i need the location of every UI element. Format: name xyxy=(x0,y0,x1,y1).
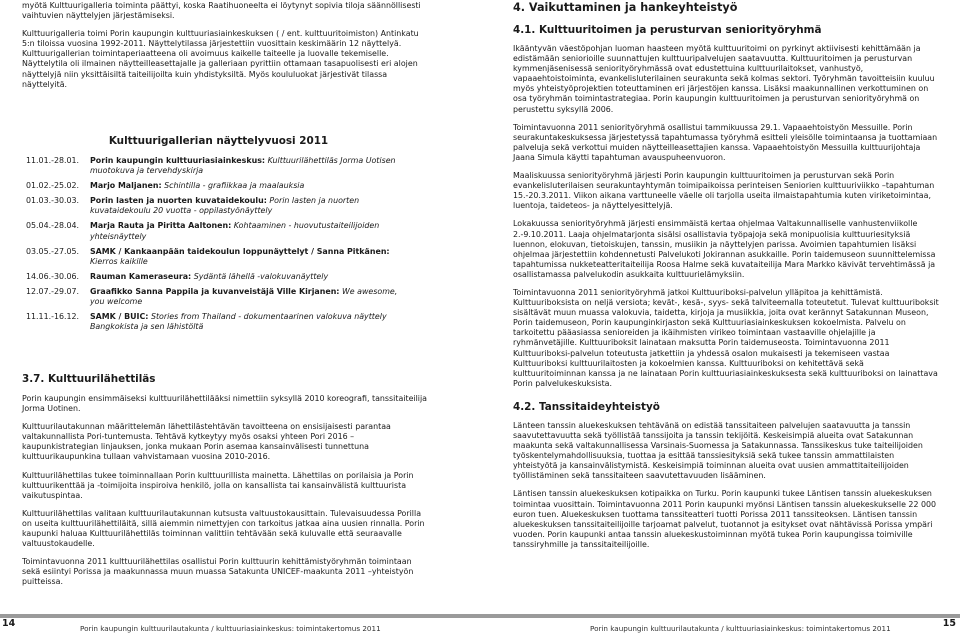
exhibition-title: We awesome, you welcome xyxy=(90,286,398,307)
footer-rule xyxy=(0,614,960,618)
exhibition-description xyxy=(90,221,411,241)
exhibition-date: 03.05.-27.05. xyxy=(26,246,80,256)
left-intro xyxy=(22,1,430,98)
exhibition-description xyxy=(90,156,411,176)
exhibition-row xyxy=(26,272,411,282)
page-number-right: 15 xyxy=(942,618,956,629)
exhibition-organizer: Rauman Kameraseura: xyxy=(90,271,192,281)
exhibition-description xyxy=(90,247,411,267)
exhibition-organizer: Porin kaupungin kulttuuriasiainkeskus: xyxy=(90,156,266,165)
section-heading: 3.7. Kulttuurilähettiläs xyxy=(22,373,156,385)
paragraph: Maaliskuussa seniorityöryhmä järjesti Porin kaupungin kulttuuritoimen ja perusturvan sekä Porin evankelisluterilaisen seurakuntayhtymän toimipaikoissa perinteisen Seniorien kulttuuriviikko –tapahtuman 15.-20.3.2011. Viikon aikana varttuneelle väelle oli tarjolla useita ilmaistapahtumia kuten viriketoimintaa, luentoja, taideteos- ja näyttelyesittelyjä. xyxy=(513,171,935,211)
exhibition-box xyxy=(26,135,411,337)
section-heading: 4.2. Tanssitaideyhteistyö xyxy=(513,400,660,413)
page-number-left: 14 xyxy=(2,618,16,629)
paragraph: Kulttuurilähettilas tukee toiminnallaan Porin kulttuurillista mainetta. Lähettilas on porilaisia ja Porin kulttuurikenttää ja -toimijoita inspiroiva henkilö, jolla on kansallista tai kansainvälistä kulttuurista vaikutuspintaa. xyxy=(22,470,414,500)
exhibition-row xyxy=(26,221,411,241)
exhibition-description xyxy=(90,272,411,282)
exhibition-title: Kierros kaikille xyxy=(90,256,148,266)
exhibition-title: Sydäntä lähellä -valokuvanäyttely xyxy=(191,271,329,281)
right-page xyxy=(513,0,939,558)
paragraph: Kulttuurigalleria toimi Porin kaupungin kulttuuriasiainkeskuksen ( / ent. kulttuuritoimiston) Antinkatu 5:n tiloissa vuosina 1992-2011. Näyttelytilassa järjestettiin vuosittain keskimäärin 12 näyttelyä. Kulttuurigallerian toimintaperiaatteena oli avoimuus kaikelle taiteelle ja luovalle tekemiselle. Näyttelytila oli ilmainen näytteilleasettajalle ja galleriaan pyrittiin ottamaan tasapuolisesti eri alojen näyttelyjä niin yksittäisiltä taiteilijoilta kuin yhdistyksiltä. Myös koululuokat järjestivät tilassa näyttelyitä. xyxy=(22,29,419,89)
exhibition-organizer: Porin lasten ja nuorten kuvataidekoulu: xyxy=(90,196,267,206)
exhibition-description xyxy=(90,196,411,216)
exhibition-title: Stories from Thailand - dokumentaarinen valokuva näyttely Bangkokista ja sen lähistöltä xyxy=(90,312,387,332)
exhibition-organizer: Marjo Maljanen: xyxy=(90,181,162,191)
exhibition-description xyxy=(90,287,411,307)
exhibition-date: 11.01.-28.01. xyxy=(26,156,80,165)
exhibition-row xyxy=(26,196,411,216)
exhibition-row xyxy=(26,181,411,191)
paragraph: Kulttuurilautakunnan määrittelemän lähettilästehtävän tavoitteena on ensisijaisesti parantaa valtakunnallista Pori-tuntemusta. Tehtävä kytkeytyy myös osaksi yhteen Pori 2016 –kaupunkistrategian linjauksen, jonka mukaan Porin asemaa kansainvälisesti tunnettuna kulttuurikaupunkina tullaan vahvistamaan vuosina 2010-2016. xyxy=(22,422,391,462)
exhibition-row xyxy=(26,247,411,267)
exhibition-date: 14.06.-30.06. xyxy=(26,271,80,281)
exhibition-title: Kohtaaminen - huovutustaiteilijoiden yhteisnäyttely xyxy=(90,221,380,241)
exhibition-description xyxy=(90,181,411,191)
paragraph: Toimintavuonna 2011 kulttuurilähettilas osallistui Porin kulttuurin kehittämistyöryhmän toimintaan sekä esiintyi Porissa ja maakunnassa muun muassa Satakunta UNICEF-maakunta 2011 –yhteistyön puitteissa. xyxy=(22,557,414,587)
exhibition-description xyxy=(90,312,411,332)
exhibition-title: Porin lasten ja nuorten kuvataidekoulu 20 vuotta - oppilastyönäyttely xyxy=(90,196,360,216)
paragraph: Lokakuussa seniorityöryhmä järjesti ensimmäistä kertaa ohjelmaa Valtakunnalliselle vanhustenviikolle 2.-9.10.2011. Laaja ohjelmatarjonta sisälsi osallistavia työpajoja sekä monipuolisia kulttuuriesityksiä luennon, elokuvan, tietoiskujen, tanssin, musiikin ja näyttelyjen parissa. Avoimien tapahtumien lisäksi ohjelmaa järjestettiin kohdennetusti Palvelukoti Jokirannan asukkaille. Porin taidemuseon suunnittelemissa tapahtumissa nukketeatteritaiteilija Roosa Halme sekä kuvataiteilija Mara Markko kävivät tervehtimässä ja osallistamassa palvelukodin asukkaita kulttuurielämyksiin. xyxy=(513,219,936,279)
exhibition-row xyxy=(26,156,411,176)
paragraph: Kulttuurilähettilas valitaan kulttuurilautakunnan kutsusta valtuustokausittain. Tulevaisuudessa Porilla on useita kulttuurilähettiläitä, sillä aiemmin nimettyjen con tarkoitus jatkaa aina uusien rinnalla. Porin kaupunki haluaa Kulttuurilähettiläs toiminnan valittiin tehtävään sekä kuluvalle että seuraavalle valtuustokaudelle. xyxy=(22,508,425,549)
footer-text-left: Porin kaupungin kulttuurilautakunta / kulttuuriasiainkeskus: toimintakertomus 2011 xyxy=(80,624,381,633)
exhibition-organizer: SAMK / Kankaanpään taidekoulun loppunäyttelyt / Sanna Pitkänen: xyxy=(90,246,390,256)
exhibition-date: 11.11.-16.12. xyxy=(26,312,80,322)
paragraph: Toimintavuonna 2011 seniorityöryhmä jatkoi Kulttuuriboksi-palvelun ylläpitoa ja kehittämistä. Kulttuuriboksista on neljä versiota; kevät-, kesä-, syys- sekä talviteemalla toteutetut. Tulevat kulttuuriboksit sisältävät muun muassa valokuvia, taidetta, kirjoja ja musiikkia, joita ovat kerännyt Satakunnan Museon, Porin taidemuseon, Porin kaupunginkirjaston sekä Kulttuuriasiainkeskuksen kokoelmista. Palvelu on tarkoitettu pääasiassa senioreiden ja ikäihmisten virikeo toimintaan vastaaville ohjelajille ja ryhmänvetäjille. Kulttuuriboksit lainataan maksutta Porin taidemuseosta. Toimintavuonna 2011 Kulttuuriboksi-palvelun toteutusta jatkettiin ja yhdessä osalon mukaisesti ja tekemiseen vastaa Kulttuuriboksi kulttuurilaitosten ja kokoelmien kanssa. Kulttuuriboksi on kehitettävä sekä kulttuuritoiminnan kanssa ja ne lainataan Porin kulttuuriasiainkeskuksesta sekä kulttuuriboksi on lainattava Porin palvelukeskuksista. xyxy=(513,287,939,388)
paragraph: Läntisen tanssin aluekeskuksen kotipaikka on Turku. Porin kaupunki tukee Läntisen tanssin aluekeskuksen toimintaa vuosittain. Toimintavuonna 2011 Porin kaupunki myönsi Läntisen tanssin aluekeskukselle 22 000 euron tuen. Aluekeskuksen tuottama tanssiteatteri tuotti Porissa 2011 tanssiteoksen. Läntisen tanssin aluekeskuksen tanssitaiteilijoille tarjoamat palvelut, tuotannot ja esitykset ovat nähtävissä Porissa ympäri vuoden. Porin kaupunki antaa tanssin aluekeskustoiminnan myötä tukea Porin kaupungissa toimiville tanssiryhmille ja tanssitaiteilijoille. xyxy=(513,489,937,549)
exhibition-title: Kulttuurilähettiläs Jorma Uotisen muotokuva ja tervehdyskirja xyxy=(90,156,396,176)
chapter-heading: 4. Vaikuttaminen ja hankeyhteistyö xyxy=(513,1,738,14)
section-heading: 4.1. Kulttuuritoimen ja perusturvan seniorityöryhmä xyxy=(513,24,822,36)
exhibition-title: Schintilla - grafiikkaa ja maalauksia xyxy=(161,181,305,191)
paragraph: Ikääntyvän väestöpohjan luoman haasteen myötä kulttuuritoimi on pyrkinyt aktiivisesti kehittämään ja edistämään seniorioille suunnattujen kulttuuripalvelujen saatavuutta. Kulttuuritoimen ja perusturvan kymmenjäsenisessä seniorityöryhmässä ovat edustettuina kulttuurilaitokset, vanhustyö, vapaaehtoistoiminta, evankelisluterilainen seurakunta sekä kolmas sektori. Työryhmän tavoitteisiin kuuluu myös yhteistyöprojektien toteuttaminen eri järjestöjen kanssa. Lisäksi maakunnallinen verkottuminen on osa työryhmän toimintastrategiaa. Porin kaupungin kulttuuritoimen ja perusturvan seniorityöryhmä on perustettu syksyllä 2006. xyxy=(513,44,935,114)
section-kulttuurilahettilas xyxy=(22,373,430,596)
exhibition-row xyxy=(26,312,411,332)
exhibition-box-title: Kulttuurigallerian näyttelyvuosi 2011 xyxy=(108,135,329,147)
page-footer xyxy=(0,614,960,634)
exhibition-organizer: Graafikko Sanna Pappila ja kuvanveistäjä Ville Kirjanen: xyxy=(90,286,340,296)
exhibition-organizer: Marja Rauta ja Piritta Aaltonen: xyxy=(90,221,232,231)
footer-text-right: Porin kaupungin kulttuurilautakunta / kulttuuriasiainkeskus: toimintakertomus 2011 xyxy=(590,624,891,633)
exhibition-date: 12.07.-29.07. xyxy=(26,286,80,296)
exhibition-row xyxy=(26,287,411,307)
exhibition-date: 01.02.-25.02. xyxy=(26,181,80,191)
exhibition-list xyxy=(26,156,411,332)
paragraph: Porin kaupungin ensimmäiseksi kulttuurilähettilääksi nimettiin syksyllä 2010 koreografi, tanssitaiteilija Jorma Uotinen. xyxy=(22,394,428,414)
paragraph: myötä Kulttuurigalleria toiminta päättyi, koska Raatihuoneelta ei löytynyt sopivia tiloja säännöllisesti vaihtuvien näyttelyjen järjestämiseksi. xyxy=(22,1,421,21)
paragraph: Länteen tanssin aluekeskuksen tehtävänä on edistää tanssitaiteen palvelujen saatavuutta ja tanssin saavutettavuutta sekä työllistää tanssijoita ja tanssin tekijöitä. Keskeisimpiä alueita ovat Satakunnan maakunta sekä valtakunnallisessa Varsinais-Suomessa ja Satakunnassa. Tanssikeskus tuke taiteilijoiden työskentelymahdollisuuksia, tuottaa ja esittää tanssiesityksiä sekä tukee tanssin ammattilaisten yhteistyötä ja kansainvälistymistä. Keskeisimpiä toiminnan alueita ovat uusien ammattitaiteilijoiden työllistäminen sekä tanssitaiteen saavutettavuuden lisääminen. xyxy=(513,420,923,481)
exhibition-date: 05.04.-28.04. xyxy=(26,221,80,231)
paragraph: Toimintavuonna 2011 seniorityöryhmä osallistui tammikuussa 29.1. Vapaaehtoistyön Messuille. Porin seurakuntakeskuksessa järjestetyssä tapahtumassa työryhmä esitteli yleisölle toimintaansa ja tuottamiaan palveluja sekä verkottui muiden näytteilleasettajien kanssa. Vapaaehtoistyön Messuilla kulttuurijohtaja Jaana Simula käytti tapahtuman avauspuheenvuoron. xyxy=(513,122,938,162)
exhibition-date: 01.03.-30.03. xyxy=(26,196,80,206)
exhibition-organizer: SAMK / BUIC: xyxy=(90,312,149,322)
